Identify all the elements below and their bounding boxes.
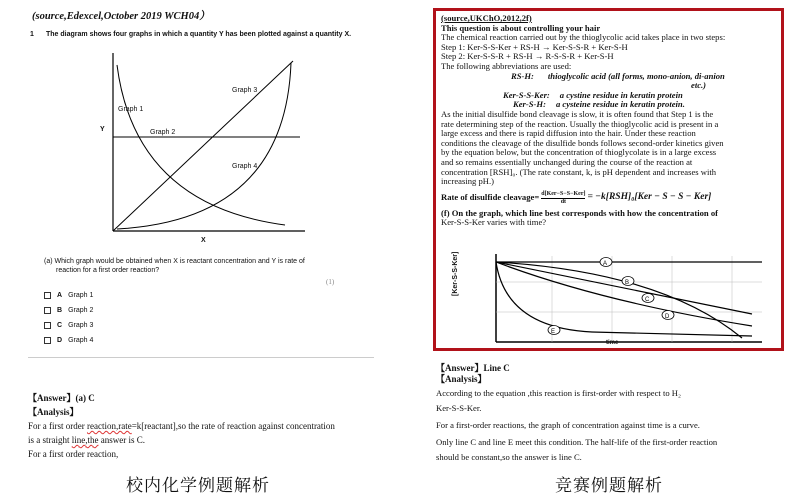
right-p1: According to the equation ,this reaction is first-order with respect to H₂ (436, 388, 681, 398)
right-f-line-1: (f) On the graph, which line best corresponds with how the concentration of (441, 207, 718, 218)
right-answer: 【Answer】Line C (436, 363, 510, 373)
left-para-3: For a first order reaction, (28, 449, 119, 459)
graph-1-curve (117, 65, 285, 225)
right-p3: For a first-order reactions, the graph of concentration against time is a curve. (436, 420, 700, 430)
checkbox-icon[interactable] (44, 322, 51, 329)
abbrev-kssk: Ker-S-S-Ker: a cystine residue in keratin protein (503, 89, 683, 100)
graph-4-label: Graph 4 (232, 163, 258, 170)
right-step-1: Step 1: Ker-S-S-Ker + RS-H → Ker-S-S-R + Ker-S-H (441, 41, 628, 52)
checkbox-icon[interactable] (44, 307, 51, 314)
line-c-label: C (645, 297, 650, 303)
left-caption: 校内化学例题解析 (126, 476, 270, 496)
graph-3-line (113, 61, 293, 231)
left-para-2: is a straight line,the answer is C. (28, 435, 145, 445)
line-a-label: A (603, 261, 608, 267)
line-b-label: B (625, 280, 630, 286)
line-c (496, 262, 752, 326)
body-line: increasing pH.) (441, 176, 494, 187)
body-line: conditions the cleavage of the disulfide bonds follows second-order kinetics given (441, 137, 724, 148)
y-axis-label: Y (100, 126, 105, 133)
line-e (496, 262, 752, 336)
body-line: and so remains essentially unchanged during the course of the reaction at (441, 156, 693, 167)
graph-2-label: Graph 2 (150, 129, 176, 136)
right-abbrev: The following abbreviations are used: (441, 60, 572, 71)
right-p5: should be constant,so the answer is line C. (436, 452, 582, 462)
body-line: rate determining step of the reaction. Usually the thioglycolic acid is present in a (441, 118, 719, 129)
body-line: large excess and there is rapid diffusion into the hair. Under these reaction (441, 128, 696, 139)
checkbox-icon[interactable] (44, 337, 51, 344)
line-e-label: E (551, 329, 556, 335)
graph-3-label: Graph 3 (232, 87, 258, 94)
x-axis-label: X (201, 237, 206, 244)
left-analysis: 【Analysis】 (28, 407, 79, 417)
line-d-label: D (665, 314, 670, 320)
marks: (1) (326, 278, 335, 286)
option-b[interactable]: B Graph 2 (44, 303, 93, 318)
right-title: This question is about controlling your hair (441, 22, 601, 33)
four-graphs-diagram (95, 45, 315, 245)
question-number: 1 (30, 31, 34, 38)
body-line: concentration [RSH]₀. (The rate constant, k, is pH dependent and increases with (441, 166, 717, 177)
left-answer: 【Answer】(a) C (28, 393, 95, 403)
abbrev-rsh-cont: etc.) (691, 80, 707, 91)
right-source: (source,UKChO,2012,2f) (441, 13, 532, 23)
right-f-line-2: Ker-S-S-Ker varies with time? (441, 217, 547, 228)
right-p4: Only line C and line E meet this condition. The half-life of the first-order reaction (436, 437, 718, 447)
sub-question-line-1: (a) Which graph would be obtained when X is reactant concentration and Y is rate of (44, 258, 305, 265)
checkbox-icon[interactable] (44, 292, 51, 299)
graph-x-label: time (606, 340, 619, 346)
abbrev-ksh: Ker-S-H: a cysteine residue in keratin protein. (513, 99, 685, 110)
option-c[interactable]: C Graph 3 (44, 318, 93, 333)
question-text: The diagram shows four graphs in which a quantity Y has been plotted against a quantity X. (46, 31, 352, 38)
right-p2: Ker-S-S-Ker. (436, 403, 482, 413)
rate-equation: Rate of disulfide cleavage= d[Ker−S−S−Ker] dt = −k[RSH]₀[Ker − S − S − Ker] (441, 190, 712, 205)
left-source: (source,Edexcel,October 2019 WCH04） (32, 11, 210, 22)
rate-fraction: d[Ker−S−S−Ker] dt (541, 190, 586, 205)
options-list (44, 288, 93, 348)
right-caption: 竞赛例题解析 (555, 476, 663, 496)
right-question-text (441, 14, 777, 228)
concentration-time-graph (482, 252, 762, 344)
option-a[interactable]: A Graph 1 (44, 288, 93, 303)
right-step-2: Step 2: Ker-S-S-R + RS-H → R-S-S-R + Ker-S-H (441, 51, 614, 62)
abbrev-rsh: RS-H: thioglycolic acid (all forms, mono-anion, di-anion (511, 70, 725, 81)
line-b (496, 262, 752, 314)
graph-1-label: Graph 1 (118, 106, 144, 113)
graph-y-label: [Ker-S-S-Ker] (452, 251, 459, 296)
right-analysis-body (436, 386, 792, 465)
right-line-intro: The chemical reaction carried out by the thioglycolic acid takes place in two steps: (441, 32, 726, 43)
body-line: As the initial disulfide bond cleavage is slow, it is often found that Step 1 is the (441, 108, 714, 119)
sub-question-line-2: reaction for a first order reaction? (56, 267, 160, 274)
option-d[interactable]: D Graph 4 (44, 333, 93, 348)
body-line: by the equation below, but the concentration of thioglycolate is in a large excess (441, 147, 717, 158)
right-analysis: 【Analysis】 (436, 374, 487, 384)
divider (28, 357, 374, 358)
left-para-1: For a first order reaction,rate=k[reactant],so the rate of reaction against concentration (28, 421, 335, 431)
